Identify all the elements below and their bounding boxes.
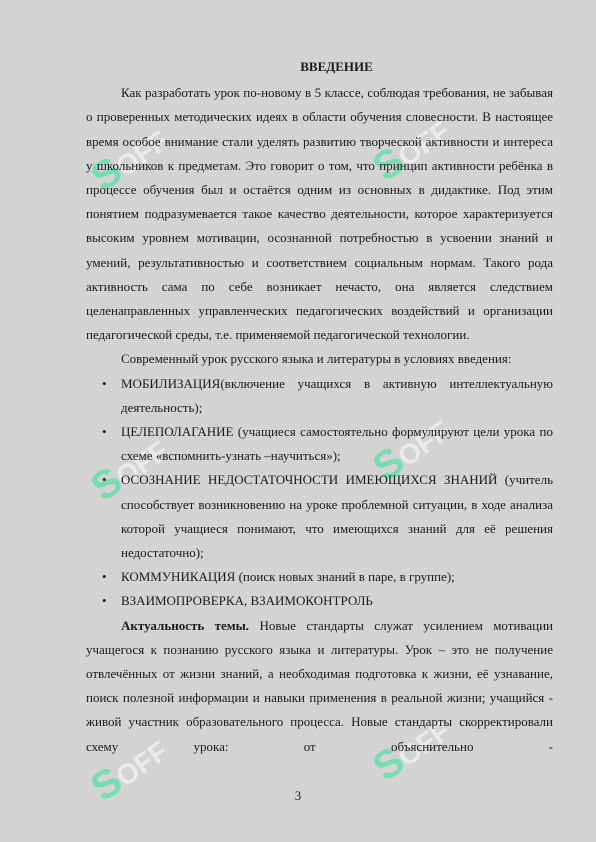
svg-text:OFF: OFF <box>110 125 174 183</box>
list-item: • ОСОЗНАНИЕ НЕДОСТАТОЧНОСТИ ИМЕЮЩИХСЯ ЗНАНИЙ (учитель способствует возникновению на уроке проблемной ситуации, в ходе анализа которой учащиеся понимают, что имеющихся знаний для её решения недостаточно); <box>86 468 553 565</box>
svg-text:S: S <box>365 438 413 480</box>
svg-text:OFF: OFF <box>392 715 456 773</box>
svg-text:OFF: OFF <box>392 415 456 473</box>
list-intro-paragraph: Современный урок русского языка и литературы в условиях введения: <box>121 351 512 367</box>
svg-text:OFF: OFF <box>392 115 456 173</box>
svg-text:S: S <box>365 138 413 180</box>
relevance-text: Новые стандарты служат усилением мотивации учащегося к познанию русского языка и литературы. Урок – это не получение отвлечённых от жизни знаний, а необходимая подготовка к жизни, её узнавание, поиск полезной информации и навыки применения в реальной жизни; учащийся - живой участник образовательного процесса. Новые стандарты скорректировали схему урока: от объяснительно - <box>86 617 554 754</box>
relevance-lead: Актуальность темы. <box>121 617 250 633</box>
svg-text:S: S <box>83 458 131 500</box>
svg-text:S: S <box>83 758 131 800</box>
list-item: • ЦЕЛЕПОЛАГАНИЕ (учащиеся самостоятельно формулируют цели урока по схеме «вспомнить-узнать –научиться»); <box>86 420 553 468</box>
section-heading: ВВЕДЕНИЕ <box>300 59 373 74</box>
list-item: • КОММУНИКАЦИЯ (поиск новых знаний в паре, в группе); <box>86 565 553 589</box>
svg-text:OFF: OFF <box>110 735 174 793</box>
svg-text:S: S <box>365 738 413 780</box>
bullet-list <box>86 372 553 614</box>
list-item: • МОБИЛИЗАЦИЯ(включение учащихся в активную интеллектуальную деятельность); <box>86 372 553 420</box>
document-body <box>86 55 553 759</box>
svg-text:OFF: OFF <box>110 435 174 493</box>
intro-paragraph: Как разработать урок по-новому в 5 классе, соблюдая требования, не забывая о проверенных методических идеях в области обучения словесности. В настоящее время особое внимание стали уделять развитию творческой активности и интереса у школьников к предметам. Это говорит о том, что принцип активности ребёнка в процессе обучения был и остаётся одним из основных в дидактике. Под этим понятием подразумевается такое качество деятельности, которое характеризуется высоким уровнем мотивации, осознанной потребностью в усвоении знаний и умений, результативностью и соответствием социальным нормам. Такого рода активность сама по себе возникает нечасто, она является следствием целенаправленных управленческих педагогических воздействий и организации педагогической среды, т.е. применяемой педагогической технологии. <box>86 85 553 343</box>
relevance-paragraph <box>86 614 553 759</box>
list-item: • ВЗАИМОПРОВЕРКА, ВЗАИМОКОНТРОЛЬ <box>86 589 553 613</box>
page-number: 3 <box>294 788 302 803</box>
svg-text:S: S <box>83 148 131 190</box>
